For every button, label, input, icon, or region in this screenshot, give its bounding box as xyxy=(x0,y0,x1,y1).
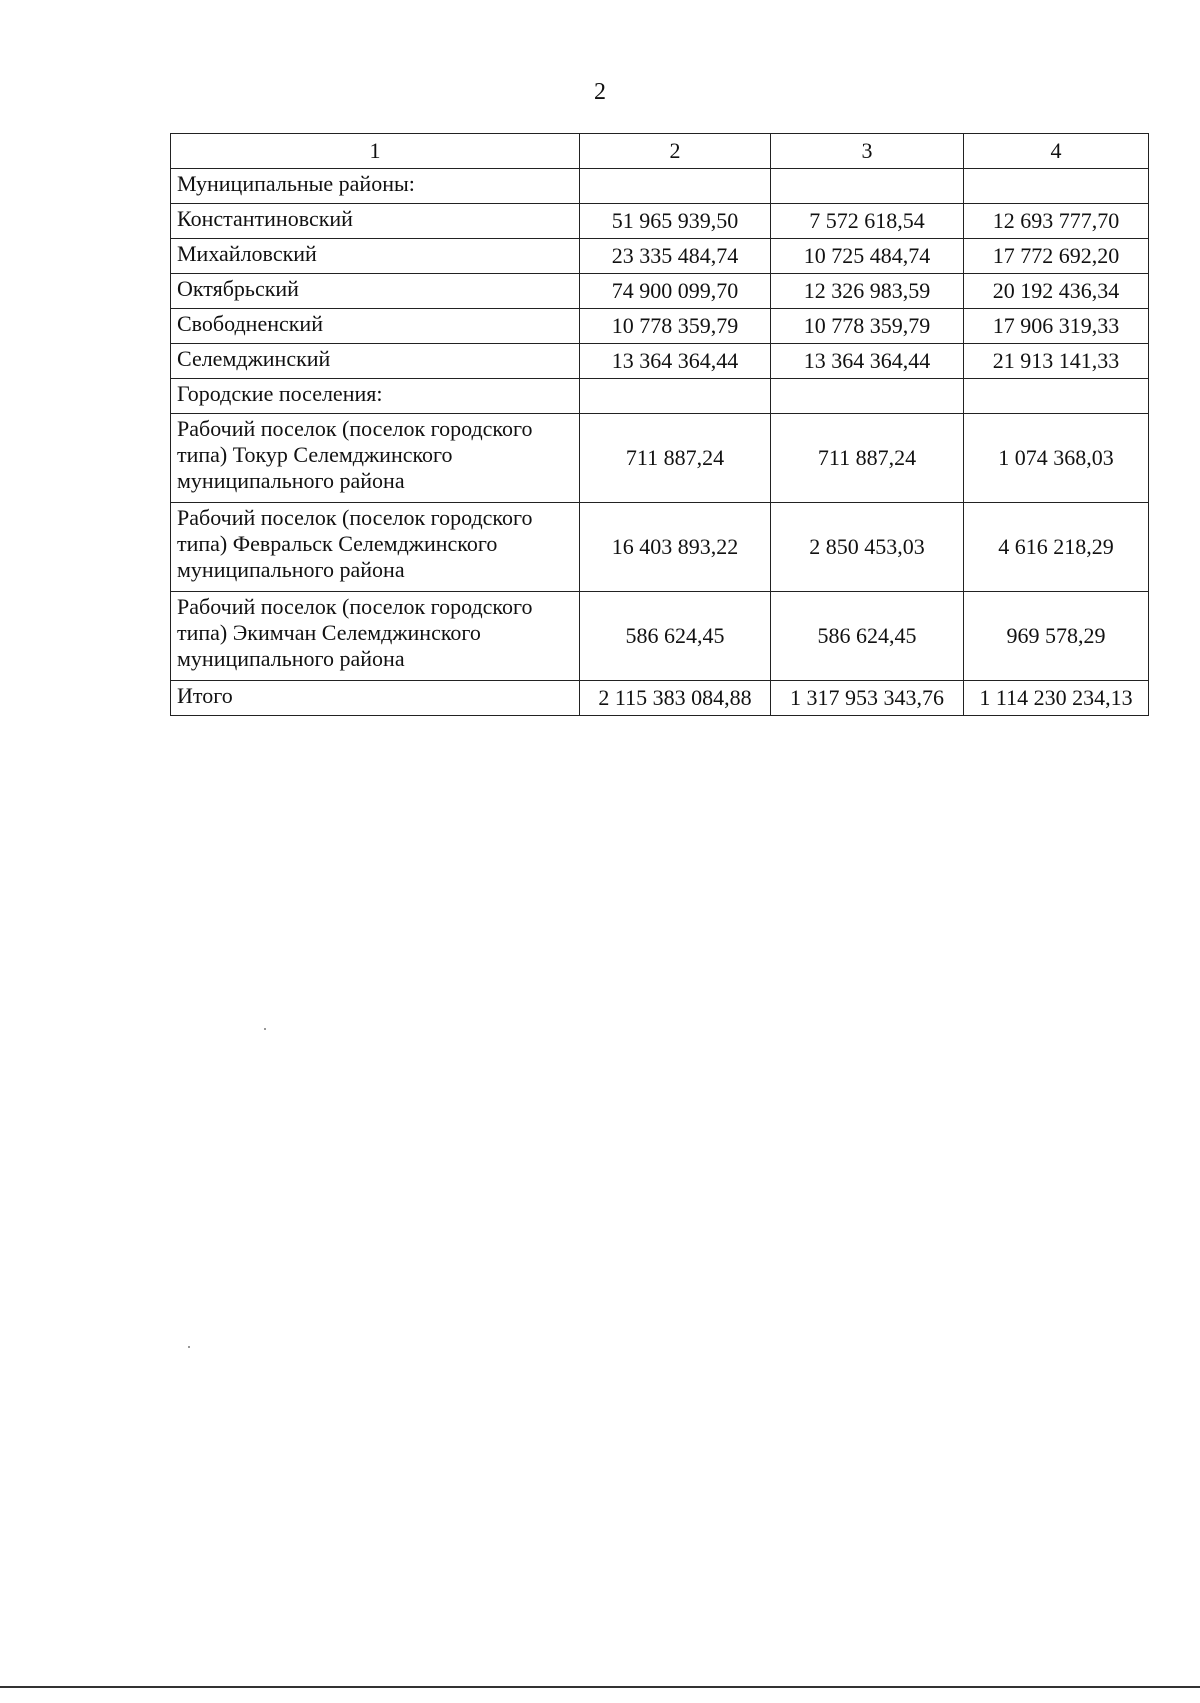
value-col-4: 17 772 692,20 xyxy=(964,239,1149,274)
empty-cell xyxy=(580,379,771,414)
column-header-2: 2 xyxy=(580,134,771,169)
table-row xyxy=(171,503,1149,592)
column-header-3: 3 xyxy=(771,134,964,169)
value-col-4: 20 192 436,34 xyxy=(964,274,1149,309)
empty-cell xyxy=(580,169,771,204)
column-header-1: 1 xyxy=(171,134,580,169)
empty-cell xyxy=(964,169,1149,204)
row-name: Константиновский xyxy=(171,204,580,239)
value-col-2: 16 403 893,22 xyxy=(580,503,771,592)
row-name: Рабочий поселок (поселок городского типа) Токур Селемджинского муниципального района xyxy=(171,414,580,503)
empty-cell xyxy=(964,379,1149,414)
value-col-4: 12 693 777,70 xyxy=(964,204,1149,239)
value-col-2: 13 364 364,44 xyxy=(580,344,771,379)
column-header-4: 4 xyxy=(964,134,1149,169)
section-row-municipal-districts xyxy=(171,169,1149,204)
value-col-4: 4 616 218,29 xyxy=(964,503,1149,592)
section-title: Муниципальные районы: xyxy=(171,169,580,204)
row-name: Рабочий поселок (поселок городского типа) Экимчан Селемджинского муниципального района xyxy=(171,592,580,681)
value-col-4: 1 074 368,03 xyxy=(964,414,1149,503)
table-row xyxy=(171,274,1149,309)
scan-speck xyxy=(264,1028,266,1030)
table-header-row xyxy=(171,134,1149,169)
value-col-3: 2 850 453,03 xyxy=(771,503,964,592)
table-row xyxy=(171,239,1149,274)
total-col-4: 1 114 230 234,13 xyxy=(964,681,1149,716)
scan-edge-line xyxy=(0,1686,1200,1688)
section-title: Городские поселения: xyxy=(171,379,580,414)
value-col-2: 51 965 939,50 xyxy=(580,204,771,239)
empty-cell xyxy=(771,379,964,414)
section-row-urban-settlements xyxy=(171,379,1149,414)
row-name: Селемджинский xyxy=(171,344,580,379)
value-col-2: 23 335 484,74 xyxy=(580,239,771,274)
row-name: Михайловский xyxy=(171,239,580,274)
scan-speck xyxy=(188,1346,190,1348)
value-col-3: 586 624,45 xyxy=(771,592,964,681)
value-col-4: 21 913 141,33 xyxy=(964,344,1149,379)
value-col-2: 711 887,24 xyxy=(580,414,771,503)
page-number: 2 xyxy=(594,79,606,105)
value-col-3: 7 572 618,54 xyxy=(771,204,964,239)
total-label: Итого xyxy=(171,681,580,716)
table-row xyxy=(171,344,1149,379)
value-col-3: 10 725 484,74 xyxy=(771,239,964,274)
table-row xyxy=(171,309,1149,344)
value-col-2: 74 900 099,70 xyxy=(580,274,771,309)
total-col-3: 1 317 953 343,76 xyxy=(771,681,964,716)
value-col-3: 12 326 983,59 xyxy=(771,274,964,309)
data-table-container xyxy=(170,133,1148,716)
table-row xyxy=(171,592,1149,681)
value-col-3: 10 778 359,79 xyxy=(771,309,964,344)
total-row xyxy=(171,681,1149,716)
row-name: Октябрьский xyxy=(171,274,580,309)
table-row xyxy=(171,414,1149,503)
empty-cell xyxy=(771,169,964,204)
value-col-3: 13 364 364,44 xyxy=(771,344,964,379)
row-name: Свободненский xyxy=(171,309,580,344)
data-table xyxy=(170,133,1149,716)
value-col-3: 711 887,24 xyxy=(771,414,964,503)
row-name: Рабочий поселок (поселок городского типа) Февральск Селемджинского муниципального района xyxy=(171,503,580,592)
value-col-2: 10 778 359,79 xyxy=(580,309,771,344)
value-col-2: 586 624,45 xyxy=(580,592,771,681)
value-col-4: 969 578,29 xyxy=(964,592,1149,681)
total-col-2: 2 115 383 084,88 xyxy=(580,681,771,716)
value-col-4: 17 906 319,33 xyxy=(964,309,1149,344)
table-row xyxy=(171,204,1149,239)
